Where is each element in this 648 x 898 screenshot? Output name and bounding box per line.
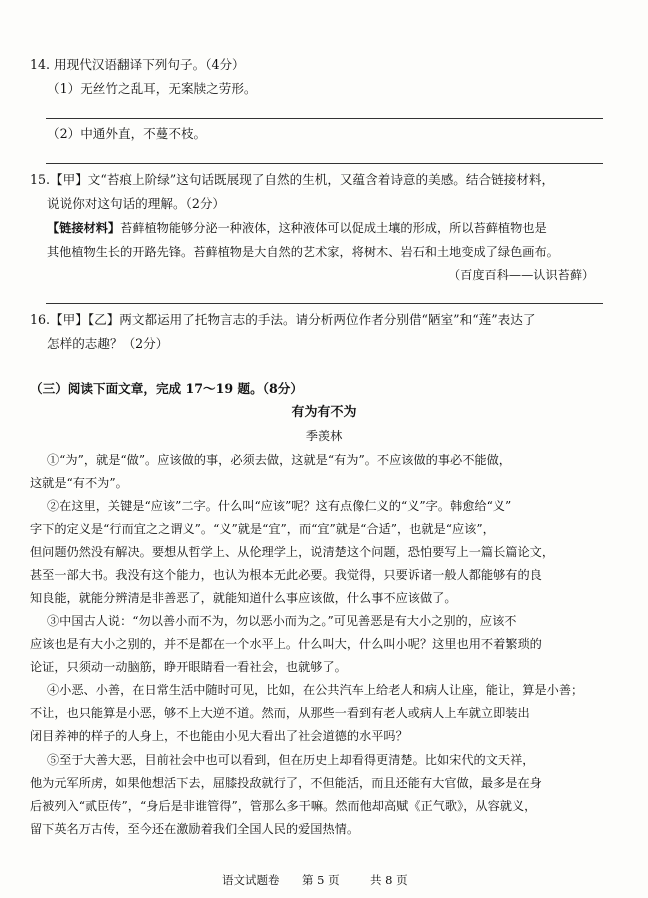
q15-material-line1 bbox=[47, 220, 547, 236]
article-line: 论证，只须动一动脑筋，睁开眼睛看一看社会，也就够了。 bbox=[30, 660, 347, 674]
material-label: 【链接材料】 bbox=[47, 221, 121, 235]
article-line: 应该也是有大小之别的，并不是都在一个水平上。什么叫大，什么叫小呢？这里也用不着繁琐的 bbox=[30, 637, 542, 651]
q14-item1: （1）无丝竹之乱耳，无案牍之劳形。 bbox=[47, 81, 257, 96]
article-line: 但问题仍然没有解决。要想从哲学上、从伦理学上，说清楚这个问题，恐怕要写上一篇长篇论文， bbox=[30, 545, 555, 559]
q15-material-line2: 其他植物生长的开路先锋。苔藓植物是大自然的艺术家，将树木、岩石和土地变成了绿色画布。 bbox=[47, 245, 559, 259]
article-line: 后被列入“贰臣传”，“身后是非谁管得”，管那么多干嘛。然而他却高赋《正气歌》，从容就义， bbox=[30, 799, 537, 813]
article-line: 不让，也只能算是小恶，够不上大逆不道。然而，从那些一看到有老人或病人上车就立即装出 bbox=[30, 706, 530, 720]
article-line: 留下英名万古传，至今还在激励着我们全国人民的爱国热情。 bbox=[30, 822, 360, 836]
article-line: 知良能，就能分辨清是非善恶了，就能知道什么事应该做，什么事不应该做了。 bbox=[30, 591, 457, 605]
article-line: 这就是“有不为”。 bbox=[30, 476, 128, 490]
answer-line bbox=[46, 303, 603, 304]
article-line: 他为元军所虏，如果他想活下去，屈膝投敌就行了，不但能活，而且还能有大官做，最多是在身 bbox=[30, 776, 542, 790]
footer-total: 共 8 页 bbox=[370, 873, 408, 887]
q15-source: （百度百科——认识苔藓） bbox=[448, 268, 595, 282]
footer-exam: 语文试题卷 bbox=[222, 873, 280, 887]
answer-line bbox=[46, 163, 603, 164]
article-line: 字下的定义是“行而宜之之谓义”。“义”就是“宜”，而“宜”就是“合适”，也就是“应该”， bbox=[30, 522, 495, 536]
article-line: ①“为”，就是“做”。应该做的事，必须去做，这就是“有为”。不应该做的事必不能做， bbox=[47, 453, 511, 467]
q15-line2: 说说你对这句话的理解。（2分） bbox=[47, 196, 226, 211]
answer-line bbox=[46, 118, 603, 119]
article-line: 甚至一部大书。我没有这个能力，也认为根本无此必要。我觉得，只要诉诸一般人都能够有的良 bbox=[30, 568, 542, 582]
article-author: 季羡林 bbox=[305, 429, 343, 443]
q14-item2: （2）中通外直，不蔓不枝。 bbox=[47, 126, 207, 141]
q16-line1: 16.【甲】【乙】两文都运用了托物言志的手法。请分析两位作者分别借“陋室”和“莲”表达了 bbox=[30, 312, 536, 327]
article-line: ②在这里，关键是“应该”二字。什么叫“应该”呢？这有点像仁义的“义”字。韩愈给“义” bbox=[47, 499, 512, 513]
q15-line1: 15.【甲】文“苔痕上阶绿”这句话既展现了自然的生机，又蕴含着诗意的美感。结合链接材料， bbox=[30, 172, 555, 187]
q16-line2: 怎样的志趣？（2分） bbox=[47, 336, 169, 351]
article-line: ⑤至于大善大恶，目前社会中也可以看到，但在历史上却看得更清楚。比如宋代的文天祥， bbox=[47, 753, 535, 767]
article-title: 有为有不为 bbox=[291, 405, 357, 420]
material-text: 苔藓植物能够分泌一种液体，这种液体可以促成土壤的形成，所以苔藓植物也是 bbox=[120, 221, 547, 235]
footer-page: 第 5 页 bbox=[302, 873, 340, 887]
section3-heading: （三）阅读下面文章，完成 17～19 题。（8分） bbox=[30, 381, 303, 396]
article-line: 闭目养神的样子的人身上，不也能由小见大看出了社会道德的水平吗？ bbox=[30, 729, 408, 743]
article-line: ④小恶、小善，在日常生活中随时可见，比如，在公共汽车上给老人和病人让座，能让，算是小善； bbox=[47, 683, 584, 697]
q14-stem: 14. 用现代汉语翻译下列句子。（4分） bbox=[30, 57, 245, 72]
article-line: ③中国古人说：“勿以善小而不为，勿以恶小而为之。”可见善恶是有大小之别的，应该不 bbox=[47, 614, 517, 628]
